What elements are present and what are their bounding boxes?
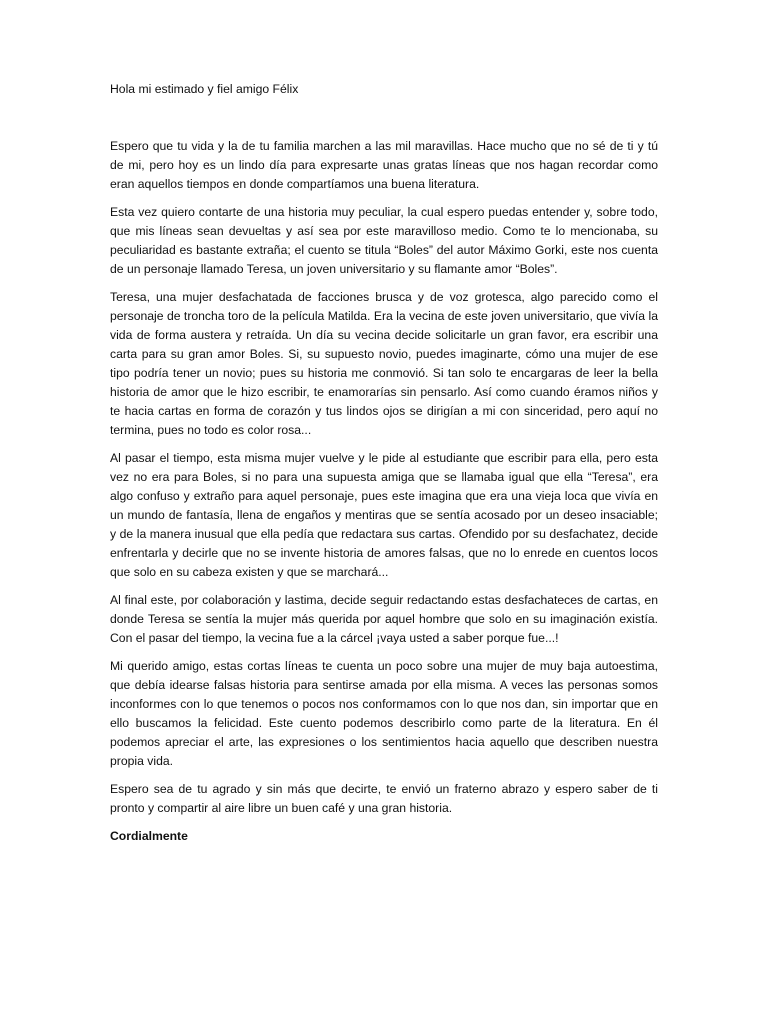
letter-paragraph: Al pasar el tiempo, esta misma mujer vuelve y le pide al estudiante que escribir para ella, pero esta vez no era para Boles, si no para una supuesta amiga que se llamaba igual que ella “Teresa”, era algo confuso y extraño para aquel personaje, pues este imagina que era una vieja loca que vivía en un mundo de fantasía, llena de engaños y mentiras que se sentía acosado por un deseo insaciable; y de la manera inusual que ella pedía que redactara sus cartas. Ofendido por su desfachatez, decide enfrentarla y decirle que no se invente historia de amores falsas, que no lo enrede en cuentos locos que solo en su cabeza existen y que se marchará... — [110, 451, 658, 579]
letter-paragraph: Espero sea de tu agrado y sin más que decirte, te envió un fraterno abrazo y espero saber de ti pronto y compartir al aire libre un buen café y una gran historia. — [110, 782, 658, 815]
letter-paragraph: Mi querido amigo, estas cortas líneas te cuenta un poco sobre una mujer de muy baja autoestima, que debía idearse falsas historia para sentirse amada por ella misma. A veces las personas somos inconformes con lo que tenemos o pocos nos conformamos con lo que nos dan, sin importar que en ello buscamos la felicidad. Este cuento podemos describirlo como parte de la literatura. En él podemos apreciar el arte, las expresiones o los sentimientos hacia aquello que describen nuestra propia vida. — [110, 659, 658, 768]
letter-page — [110, 80, 658, 846]
letter-greeting: Hola mi estimado y fiel amigo Félix — [110, 82, 299, 96]
letter-paragraph: Esta vez quiero contarte de una historia muy peculiar, la cual espero puedas entender y, sobre todo, que mis líneas sean devueltas y así sea por este maravilloso medio. Como te lo mencionaba, su peculiaridad es bastante extraña; el cuento se titula “Boles” del autor Máximo Gorki, este nos cuenta de un personaje llamado Teresa, un joven universitario y su flamante amor “Boles”. — [110, 205, 658, 276]
letter-paragraph: Al final este, por colaboración y lastima, decide seguir redactando estas desfachateces de cartas, en donde Teresa se sentía la mujer más querida por aquel hombre que solo en su imaginación existía. Con el pasar del tiempo, la vecina fue a la cárcel ¡vaya usted a saber porque fue...! — [110, 593, 658, 645]
letter-closing: Cordialmente — [110, 829, 188, 843]
letter-paragraph: Teresa, una mujer desfachatada de facciones brusca y de voz grotesca, algo parecido como el personaje de troncha toro de la película Matilda. Era la vecina de este joven universitario, que vivía la vida de forma austera y retraída. Un día su vecina decide solicitarle un gran favor, era escribir una carta para su gran amor Boles. Si, su supuesto novio, puedes imaginarte, cómo una mujer de ese tipo podría tener un novio; pues su historia me conmovió. Si tan solo te encargaras de leer la bella historia de amor que le hizo escribir, te enamorarías sin pensarlo. Así como cuando éramos niños y te hacia cartas en forma de corazón y tus lindos ojos se dirigían a mi con sinceridad, pero aquí no termina, pues no todo es color rosa... — [110, 290, 658, 437]
letter-paragraph: Espero que tu vida y la de tu familia marchen a las mil maravillas. Hace mucho que no sé de ti y tú de mi, pero hoy es un lindo día para expresarte unas gratas líneas que nos hagan recordar como eran aquellos tiempos en donde compartíamos una buena literatura. — [110, 139, 658, 191]
